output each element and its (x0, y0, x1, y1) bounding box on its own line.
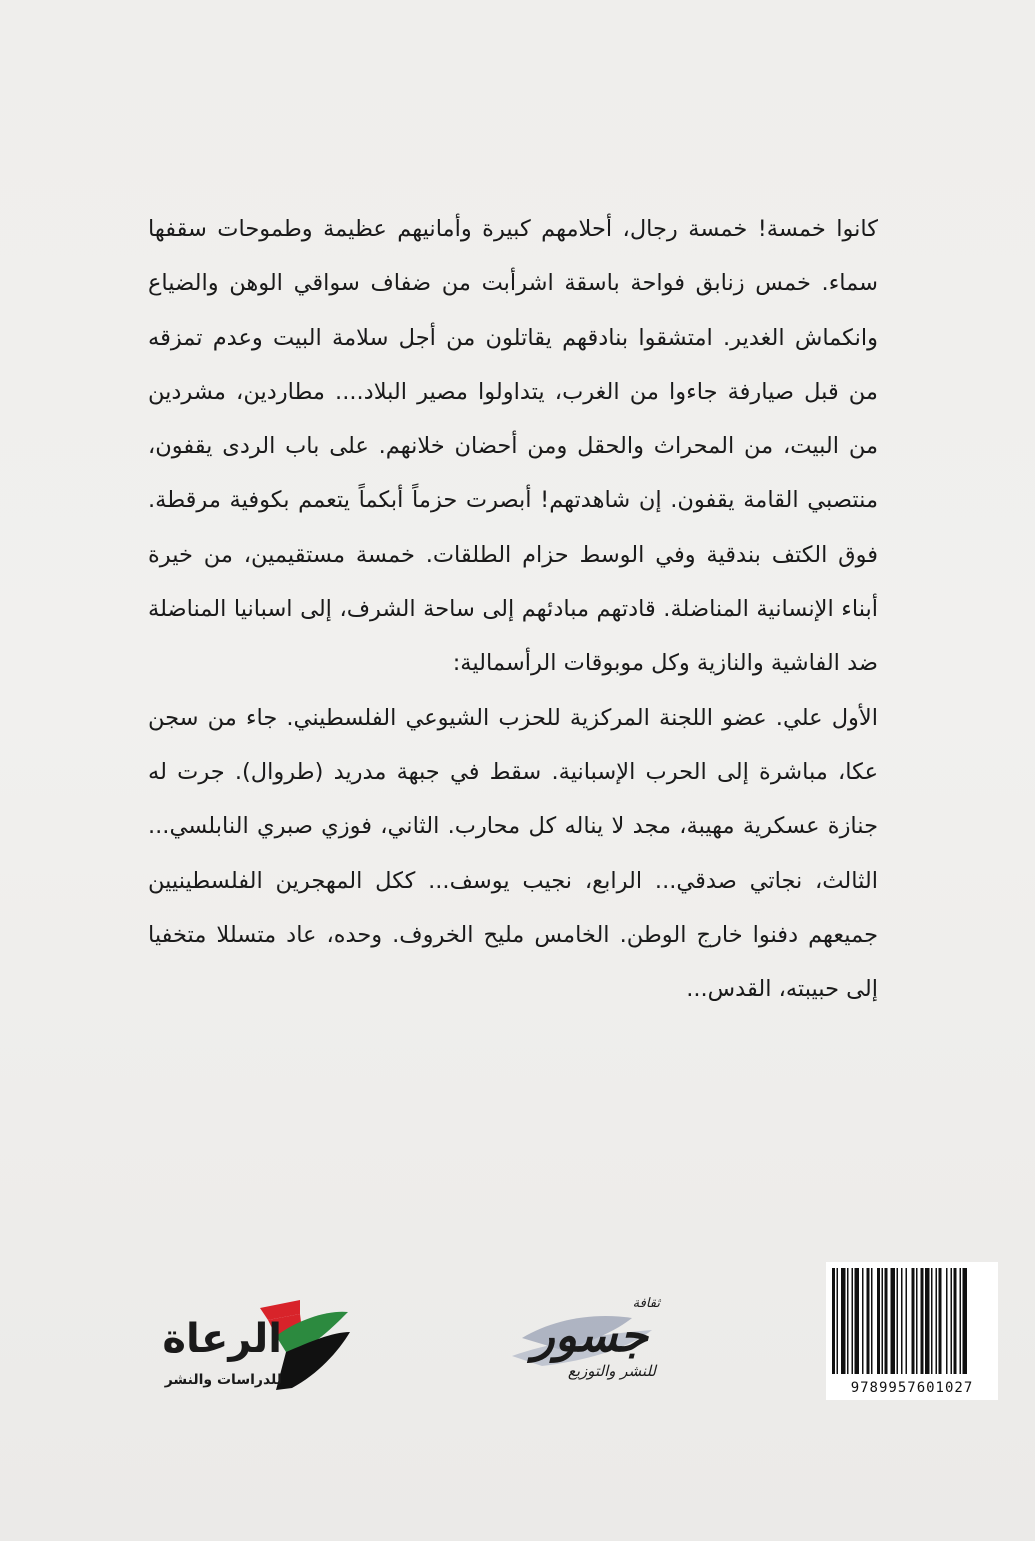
al-raaa-name: الرعاة (162, 1316, 282, 1362)
josoor-subtitle: للنشر والتوزيع (567, 1362, 656, 1380)
blurb-paragraph-1: كانوا خمسة! خمسة رجال، أحلامهم كبيرة وأمانيهم عظيمة وطموحات سقفها سماء. خمس زنابق فواحة باسقة اشرأبت من ضفاف سواقي الوهن والضياع وانكماش الغدير. امتشقوا بنادقهم يقاتلون من أجل سلامة البيت وعدم تمزقه من قبل صيارفة جاءوا من الغرب، يتداولوا مصير البلاد.... مطاردين، مشردين من البيت، من المحراث والحقل ومن أحضان خلانهم. على باب الردى يقفون، منتصبي القامة يقفون. إن شاهدتهم! أبصرت حزماً أبكماً يتعمم بكوفية مرقطة. فوق الكتف بندقية وفي الوسط حزام الطلقات. خمسة مستقيمين، من خيرة أبناء الإنسانية المناضلة. قادتهم مبادئهم إلى ساحة الشرف، إلى اسبانيا المناضلة ضد الفاشية والنازية وكل موبوقات الرأسمالية: (148, 216, 878, 677)
barcode-bar (867, 1268, 870, 1374)
barcode-bar (832, 1268, 835, 1374)
barcode-bar (862, 1268, 864, 1374)
blurb-text (148, 202, 878, 1016)
barcode-bars (826, 1262, 998, 1378)
barcode-bar (897, 1268, 899, 1374)
barcode-bar (885, 1268, 888, 1374)
barcode-bar (921, 1268, 924, 1374)
blurb-paragraph-2: الأول علي. عضو اللجنة المركزية للحزب الشيوعي الفلسطيني. جاء من سجن عكا، مباشرة إلى الحرب الإسبانية. سقط في جبهة مدريد (طروال). جرت له جنازة عسكرية مهيبة، مجد لا يناله كل محارب. الثاني، فوزي صبري النابلسي... الثالث، نجاتي صدقي... الرابع، نجيب يوسف... ككل المهجرين الفلسطينيين جميعهم دفنوا خارج الوطن. الخامس مليح الخروف. وحده، عاد متسللا متخفيا إلى حبيبته، القدس... (148, 704, 878, 1003)
barcode-bar (963, 1268, 968, 1374)
barcode-bar (891, 1268, 896, 1374)
barcode-bar (906, 1268, 908, 1374)
al-raaa-publisher-logo (150, 1280, 360, 1400)
al-raaa-subtitle: للدراسات والنشر (164, 1372, 282, 1388)
josoor-small-label: ثقافة (632, 1296, 660, 1311)
barcode-bar (925, 1268, 930, 1374)
isbn-number: 9789957601027 (850, 1380, 974, 1396)
isbn-barcode (826, 1262, 998, 1400)
barcode-bar (936, 1268, 938, 1374)
barcode-bar (916, 1268, 918, 1374)
barcode-bar (871, 1268, 873, 1374)
barcode-bar (901, 1268, 903, 1374)
barcode-bar (931, 1268, 933, 1374)
barcode-bar (946, 1268, 948, 1374)
barcode-bar (877, 1268, 880, 1374)
barcode-bar (951, 1268, 953, 1374)
josoor-publisher-logo (482, 1290, 682, 1390)
barcode-bar (882, 1268, 884, 1374)
josoor-name: جسور (532, 1308, 648, 1362)
barcode-bar (939, 1268, 942, 1374)
barcode-bar (954, 1268, 957, 1374)
barcode-bar (912, 1268, 915, 1374)
barcode-bar (855, 1268, 860, 1374)
barcode-bar (837, 1268, 839, 1374)
barcode-bar (852, 1268, 854, 1374)
barcode-bar (960, 1268, 962, 1374)
barcode-bar (841, 1268, 846, 1374)
barcode-bar (847, 1268, 849, 1374)
